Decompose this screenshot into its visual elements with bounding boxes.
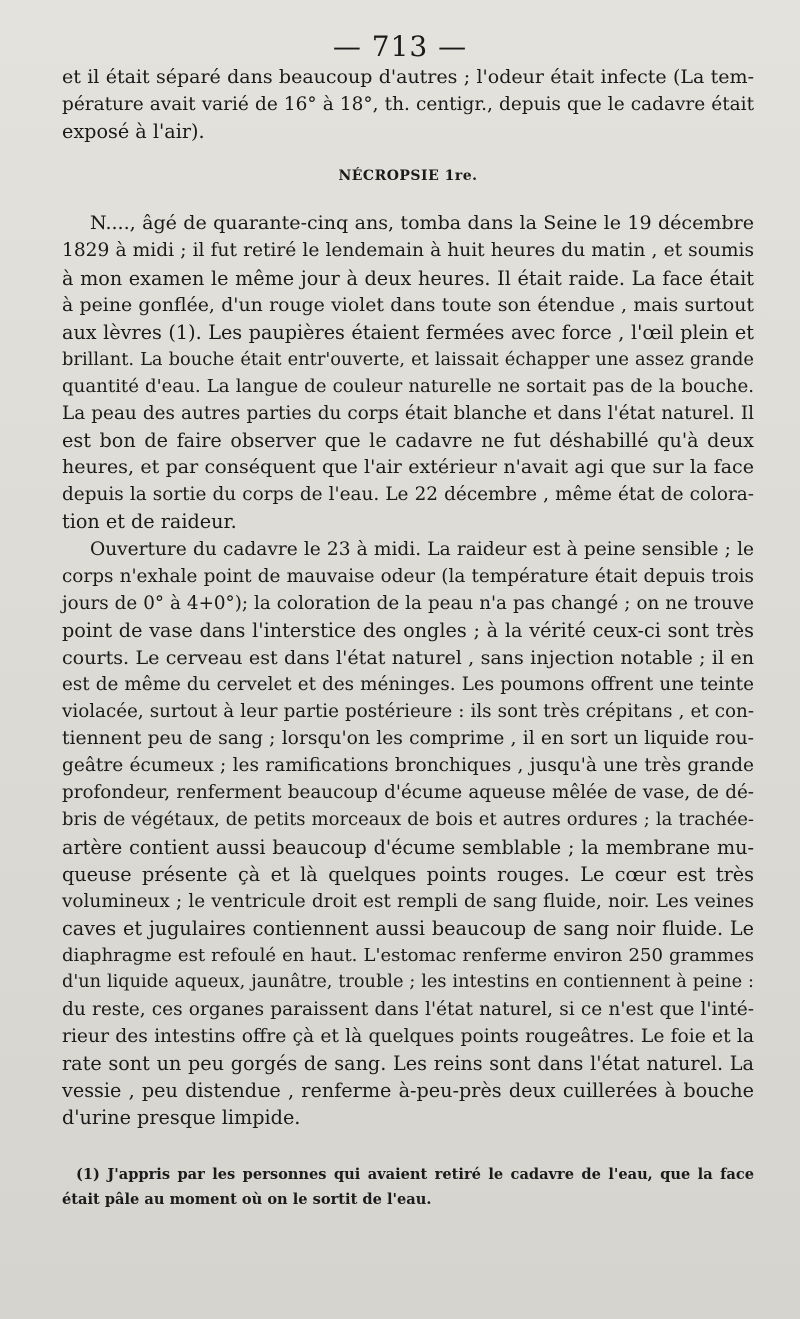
text-line: pérature avait varié de 16° à 18°, th. centigr., depuis que le cadavre était xyxy=(62,94,754,116)
text-line: profondeur, renferment beaucoup d'écume aqueuse mêlée de vase, de dé- xyxy=(62,782,754,804)
text-line: depuis la sortie du corps de l'eau. Le 22 décembre , même état de colora- xyxy=(62,484,754,506)
text-line: à mon examen le même jour à deux heures. Il était raide. La face était xyxy=(62,266,754,290)
text-line: vessie , peu distendue , renferme à-peu-près deux cuillerées à bouche xyxy=(62,1079,754,1103)
footnote-line: (1) J'appris par les personnes qui avaient retiré le cadavre de l'eau, que la face xyxy=(76,1166,754,1183)
text-line: bris de végétaux, de petits morceaux de bois et autres ordures ; la trachée- xyxy=(62,809,754,831)
text-line: et il était séparé dans beaucoup d'autres ; l'odeur était infecte (La tem- xyxy=(62,66,754,88)
section-title: NÉCROPSIE 1re. xyxy=(338,168,478,185)
text-line: 1829 à midi ; il fut retiré le lendemain à huit heures du matin , et soumis xyxy=(62,240,754,262)
text-line: point de vase dans l'interstice des ongles ; à la vérité ceux-ci sont très xyxy=(62,618,754,642)
footnote-line: était pâle au moment où on le sortit de l'eau. xyxy=(62,1191,432,1208)
text-line: d'urine presque limpide. xyxy=(62,1106,301,1130)
paragraph-2 xyxy=(62,536,754,1132)
text-line: à peine gonflée, d'un rouge violet dans toute son étendue , mais surtout xyxy=(62,293,754,316)
text-line: aux lèvres (1). Les paupières étaient fermées avec force , l'œil plein et xyxy=(62,320,754,344)
text-line: caves et jugulaires contiennent aussi beaucoup de sang noir fluide. Le xyxy=(62,916,754,940)
text-line: courts. Le cerveau est dans l'état naturel , sans injection notable ; il en xyxy=(62,645,754,669)
text-line: d'un liquide aqueux, jaunâtre, trouble ; les intestins en contiennent à peine : xyxy=(62,972,754,992)
text-line: corps n'exhale point de mauvaise odeur (la température était depuis trois xyxy=(62,565,754,587)
text-line: La peau des autres parties du corps était blanche et dans l'état naturel. Il xyxy=(62,403,754,425)
text-line: artère contient aussi beaucoup d'écume semblable ; la membrane mu- xyxy=(62,835,754,859)
text-line: exposé à l'air). xyxy=(62,120,205,144)
footnote xyxy=(62,1162,754,1212)
text-line: volumineux ; le ventricule droit est rempli de sang fluide, noir. Les veines xyxy=(62,890,754,912)
text-line: heures, et par conséquent que l'air extérieur n'avait agi que sur la face xyxy=(62,456,754,479)
text-line: tion et de raideur. xyxy=(62,510,237,534)
text-line: rieur des intestins offre çà et là quelques points rougeâtres. Le foie et la xyxy=(62,1026,754,1048)
page-number-header: — 713 — xyxy=(332,30,468,63)
text-line: brillant. La bouche était entr'ouverte, et laissait échapper une assez grande xyxy=(62,348,754,370)
opening-paragraph xyxy=(62,64,754,145)
text-line: N...., âgé de quarante-cinq ans, tomba dans la Seine le 19 décembre xyxy=(90,212,754,235)
text-line: queuse présente çà et là quelques points rouges. Le cœur est très xyxy=(62,862,754,886)
text-line: du reste, ces organes paraissent dans l'état naturel, si ce n'est que l'inté- xyxy=(62,999,754,1021)
paragraph-1 xyxy=(62,210,754,535)
text-line: est de même du cervelet et des méninges. Les poumons offrent une teinte xyxy=(62,673,754,695)
text-line: est bon de faire observer que le cadavre ne fut déshabillé qu'à deux xyxy=(62,429,754,453)
text-line: tiennent peu de sang ; lorsqu'on les comprime , il en sort un liquide rou- xyxy=(62,728,754,750)
text-line: diaphragme est refoulé en haut. L'estomac renferme environ 250 grammes xyxy=(62,944,754,966)
text-line: quantité d'eau. La langue de couleur naturelle ne sortait pas de la bouche. xyxy=(62,375,754,397)
text-line: jours de 0° à 4+0°); la coloration de la peau n'a pas changé ; on ne trouve xyxy=(62,592,754,614)
main-text xyxy=(62,64,754,1132)
text-line: Ouverture du cadavre le 23 à midi. La raideur est à peine sensible ; le xyxy=(90,538,754,560)
text-line: rate sont un peu gorgés de sang. Les reins sont dans l'état naturel. La xyxy=(62,1052,754,1076)
text-line: violacée, surtout à leur partie postérieure : ils sont très crépitans , et con- xyxy=(62,701,754,723)
text-line: geâtre écumeux ; les ramifications bronchiques , jusqu'à une très grande xyxy=(62,755,754,777)
